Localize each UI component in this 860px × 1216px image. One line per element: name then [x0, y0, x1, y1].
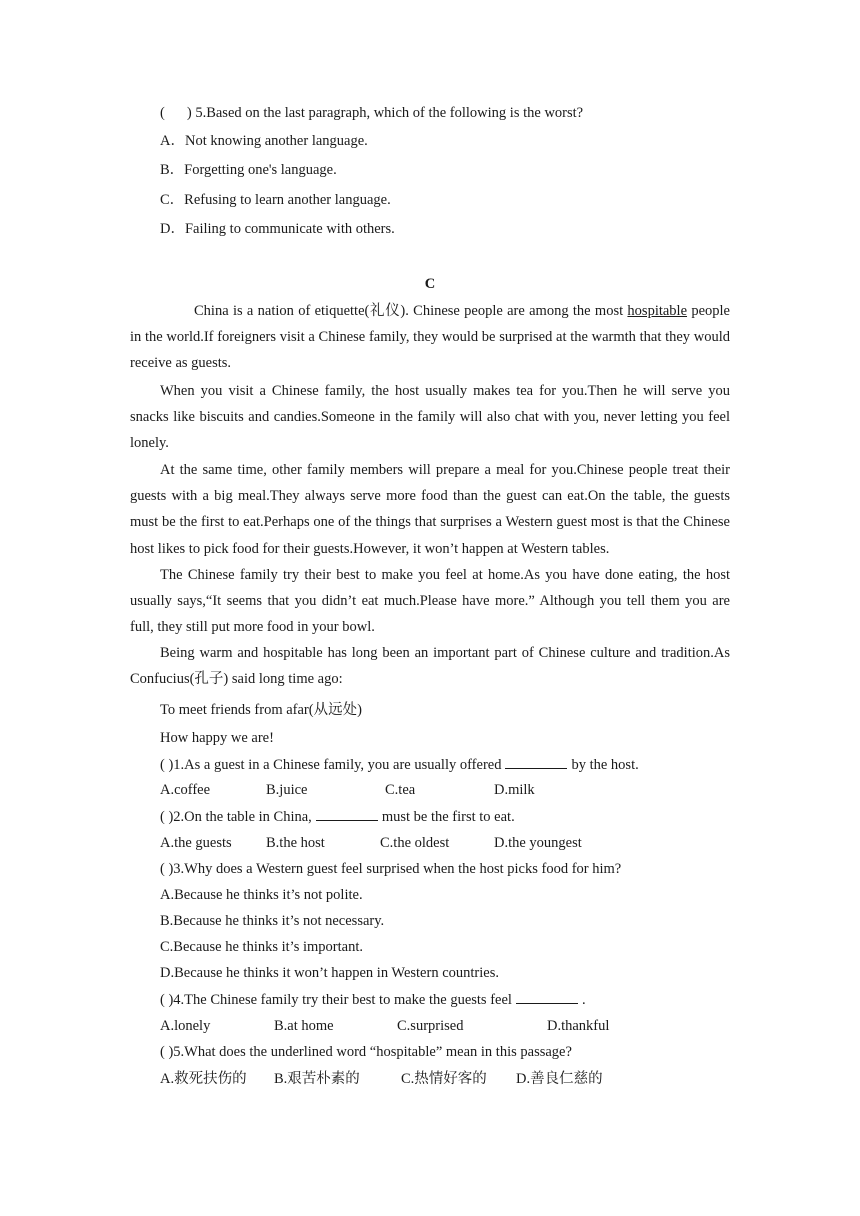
option-c: C.surprised [397, 1018, 464, 1034]
option-b: B.Because he thinks it’s not necessary. [160, 913, 385, 929]
paragraph-text: people in the world.If foreigners visit a Chinese family, they would be surprised at the warmth that they would receive as guests. [130, 303, 730, 372]
question-3: ( )3.Why does a Western guest feel surprised when the host picks food for him? [160, 861, 622, 877]
option-d: D.the youngest [494, 835, 582, 851]
option-a: A.coffee [160, 782, 211, 798]
quote-line-2: How happy we are! [160, 730, 274, 746]
option-c: C.Because he thinks it’s important. [160, 939, 363, 955]
question-2 [160, 806, 515, 827]
option-b: B.at home [274, 1018, 334, 1034]
option-a: A.the guests [160, 835, 232, 851]
passage-paragraph-4: The Chinese family try their best to make you feel at home.As you have done eating, the host usually says,“It seems that you didn’t eat much.Please have more.” Although you tell them you are full, they still put more food in your bowl. [130, 567, 730, 636]
fill-blank[interactable] [516, 989, 578, 1004]
option-a: A．Not knowing another language. [160, 133, 368, 149]
option-d: D.thankful [547, 1018, 610, 1034]
question-text: ( )4.The Chinese family try their best to make the guests feel [160, 992, 512, 1008]
passage-paragraph-3: At the same time, other family members will prepare a meal for you.Chinese people treat their guests with a big meal.They always serve more food than the guest can eat.On the table, the guests must be the first to eat.Perhaps one of the things that surprises a Western guest most is that the Chinese host likes to pick food for their guests.However, it won’t happen at Western tables. [130, 462, 730, 557]
question-5: ( )5.What does the underlined word “hospitable” mean in this passage? [160, 1044, 572, 1060]
question-text: must be the first to eat. [381, 809, 515, 825]
section-heading: C [424, 276, 436, 292]
question-text: ( )1.As a guest in a Chinese family, you are usually offered [160, 757, 502, 773]
question-text: . [581, 992, 586, 1008]
option-a: A.救死扶伤的 [160, 1071, 247, 1087]
option-b: B.the host [266, 835, 325, 851]
question-text: 5.Based on the last paragraph, which of the following is the worst? [195, 105, 584, 121]
quote-line-1: To meet friends from afar(从远处) [160, 702, 362, 718]
option-c: C.the oldest [380, 835, 450, 851]
fill-blank[interactable] [316, 806, 378, 821]
option-c: C．Refusing to learn another language. [160, 192, 391, 208]
option-c: C.tea [385, 782, 416, 798]
passage-paragraph-2: When you visit a Chinese family, the host usually makes tea for you.Then he will serve you snacks like biscuits and candies.Someone in the family will also chat with you, never letting you feel lonely. [130, 383, 730, 452]
option-d: D．Failing to communicate with others. [160, 221, 395, 237]
option-c: C.热情好客的 [401, 1071, 487, 1087]
underlined-word: hospitable [627, 303, 688, 319]
question-1 [160, 754, 639, 775]
answer-paren-open: ( [160, 105, 165, 121]
option-d: D.Because he thinks it won’t happen in Western countries. [160, 965, 499, 981]
option-d: D.善良仁慈的 [516, 1071, 603, 1087]
passage-paragraph-5: Being warm and hospitable has long been an important part of Chinese culture and tradition.As Confucius(孔子) said long time ago: [130, 645, 730, 688]
question-text: by the host. [571, 757, 639, 773]
option-b: B.艰苦朴素的 [274, 1071, 360, 1087]
option-a: A.lonely [160, 1018, 211, 1034]
passage-paragraph-1 [130, 298, 730, 377]
option-d: D.milk [494, 782, 535, 798]
paragraph-text: China is a nation of etiquette(礼仪). Chinese people are among the most [194, 303, 628, 319]
option-b: B.juice [266, 782, 308, 798]
fill-blank[interactable] [505, 754, 567, 769]
question-text: ( )2.On the table in China, [160, 809, 312, 825]
question-b5 [160, 103, 583, 123]
option-b: B．Forgetting one's language. [160, 162, 337, 178]
answer-paren-close: ) [186, 105, 192, 121]
option-a: A.Because he thinks it’s not polite. [160, 887, 363, 903]
question-4 [160, 989, 586, 1010]
